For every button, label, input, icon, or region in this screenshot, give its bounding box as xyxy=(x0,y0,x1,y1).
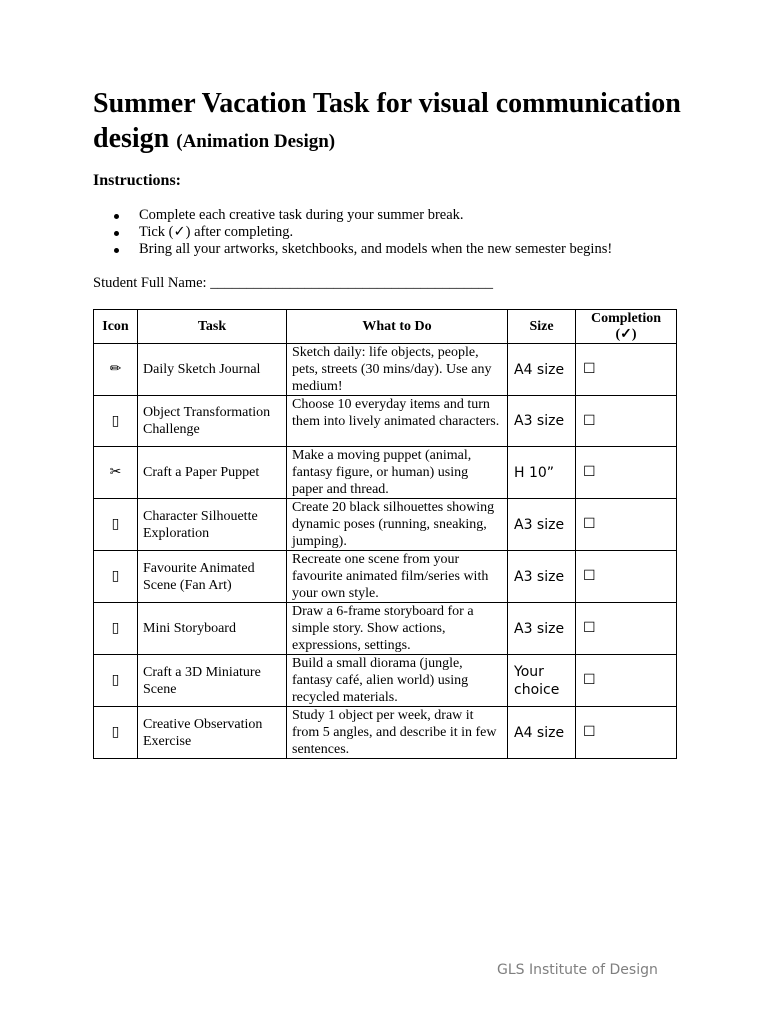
task-name: Object Transformation Challenge xyxy=(138,396,287,447)
task-name: Creative Observation Exercise xyxy=(138,707,287,759)
completion-checkbox[interactable]: ☐ xyxy=(576,707,677,759)
completion-checkbox[interactable]: ☐ xyxy=(576,551,677,603)
bullet-icon xyxy=(114,248,119,253)
task-size: A4 size xyxy=(508,344,576,396)
task-name: Character Silhouette Exploration xyxy=(138,499,287,551)
instructions-heading: Instructions: xyxy=(93,172,182,189)
task-name: Favourite Animated Scene (Fan Art) xyxy=(138,551,287,603)
header-completion: Completion (✓) xyxy=(576,310,677,344)
instruction-item: Complete each creative task during your summer break. xyxy=(93,207,612,224)
task-size: A4 size xyxy=(508,707,576,759)
task-description: Study 1 object per week, draw it from 5 angles, and describe it in few sentences. xyxy=(287,707,508,759)
instructions-list xyxy=(93,207,612,258)
missing-glyph-icon: ▯ xyxy=(94,655,138,707)
task-size: Your choice xyxy=(508,655,576,707)
task-description: Choose 10 everyday items and turn them into lively animated characters. xyxy=(287,396,508,447)
pencil-icon: ✏ xyxy=(94,344,138,396)
task-name: Mini Storyboard xyxy=(138,603,287,655)
missing-glyph-icon: ▯ xyxy=(94,603,138,655)
task-name: Craft a 3D Miniature Scene xyxy=(138,655,287,707)
completion-checkbox[interactable]: ☐ xyxy=(576,344,677,396)
task-size: A3 size xyxy=(508,603,576,655)
table-row xyxy=(94,551,677,603)
completion-checkbox[interactable]: ☐ xyxy=(576,655,677,707)
table-header-row xyxy=(94,310,677,344)
header-icon: Icon xyxy=(94,310,138,344)
missing-glyph-icon: ▯ xyxy=(94,396,138,447)
missing-glyph-icon: ▯ xyxy=(94,707,138,759)
task-description: Recreate one scene from your favourite animated film/series with your own style. xyxy=(287,551,508,603)
missing-glyph-icon: ▯ xyxy=(94,499,138,551)
instruction-item: Tick (✓) after completing. xyxy=(93,224,612,241)
table-row xyxy=(94,396,677,447)
task-description: Build a small diorama (jungle, fantasy café, alien world) using recycled materials. xyxy=(287,655,508,707)
task-size: A3 size xyxy=(508,551,576,603)
title-subtitle: (Animation Design) xyxy=(176,131,336,152)
task-description: Draw a 6-frame storyboard for a simple story. Show actions, expressions, settings. xyxy=(287,603,508,655)
task-size: A3 size xyxy=(508,499,576,551)
student-name-line: Student Full Name: _______________________________________ xyxy=(93,275,493,291)
header-what-to-do: What to Do xyxy=(287,310,508,344)
table-row xyxy=(94,655,677,707)
missing-glyph-icon: ▯ xyxy=(94,551,138,603)
task-description: Sketch daily: life objects, people, pets, streets (30 mins/day). Use any medium! xyxy=(287,344,508,396)
instruction-item: Bring all your artworks, sketchbooks, and models when the new semester begins! xyxy=(93,241,612,258)
table-row xyxy=(94,499,677,551)
task-size: A3 size xyxy=(508,396,576,447)
task-description: Create 20 black silhouettes showing dynamic poses (running, sneaking, jumping). xyxy=(287,499,508,551)
task-table xyxy=(93,309,677,759)
table-row xyxy=(94,447,677,499)
task-name: Daily Sketch Journal xyxy=(138,344,287,396)
table-row xyxy=(94,707,677,759)
header-task: Task xyxy=(138,310,287,344)
bullet-icon xyxy=(114,214,119,219)
footer-institute: GLS Institute of Design xyxy=(497,962,658,978)
bullet-icon xyxy=(114,231,119,236)
completion-checkbox[interactable]: ☐ xyxy=(576,396,677,447)
completion-checkbox[interactable]: ☐ xyxy=(576,603,677,655)
table-row xyxy=(94,603,677,655)
completion-checkbox[interactable]: ☐ xyxy=(576,447,677,499)
task-name: Craft a Paper Puppet xyxy=(138,447,287,499)
page-title xyxy=(93,86,693,159)
table-row xyxy=(94,344,677,396)
header-size: Size xyxy=(508,310,576,344)
completion-checkbox[interactable]: ☐ xyxy=(576,499,677,551)
title-main: Summer Vacation Task for visual communication design xyxy=(93,88,681,154)
task-description: Make a moving puppet (animal, fantasy figure, or human) using paper and thread. xyxy=(287,447,508,499)
task-size: H 10” xyxy=(508,447,576,499)
scissors-icon: ✂ xyxy=(94,447,138,499)
